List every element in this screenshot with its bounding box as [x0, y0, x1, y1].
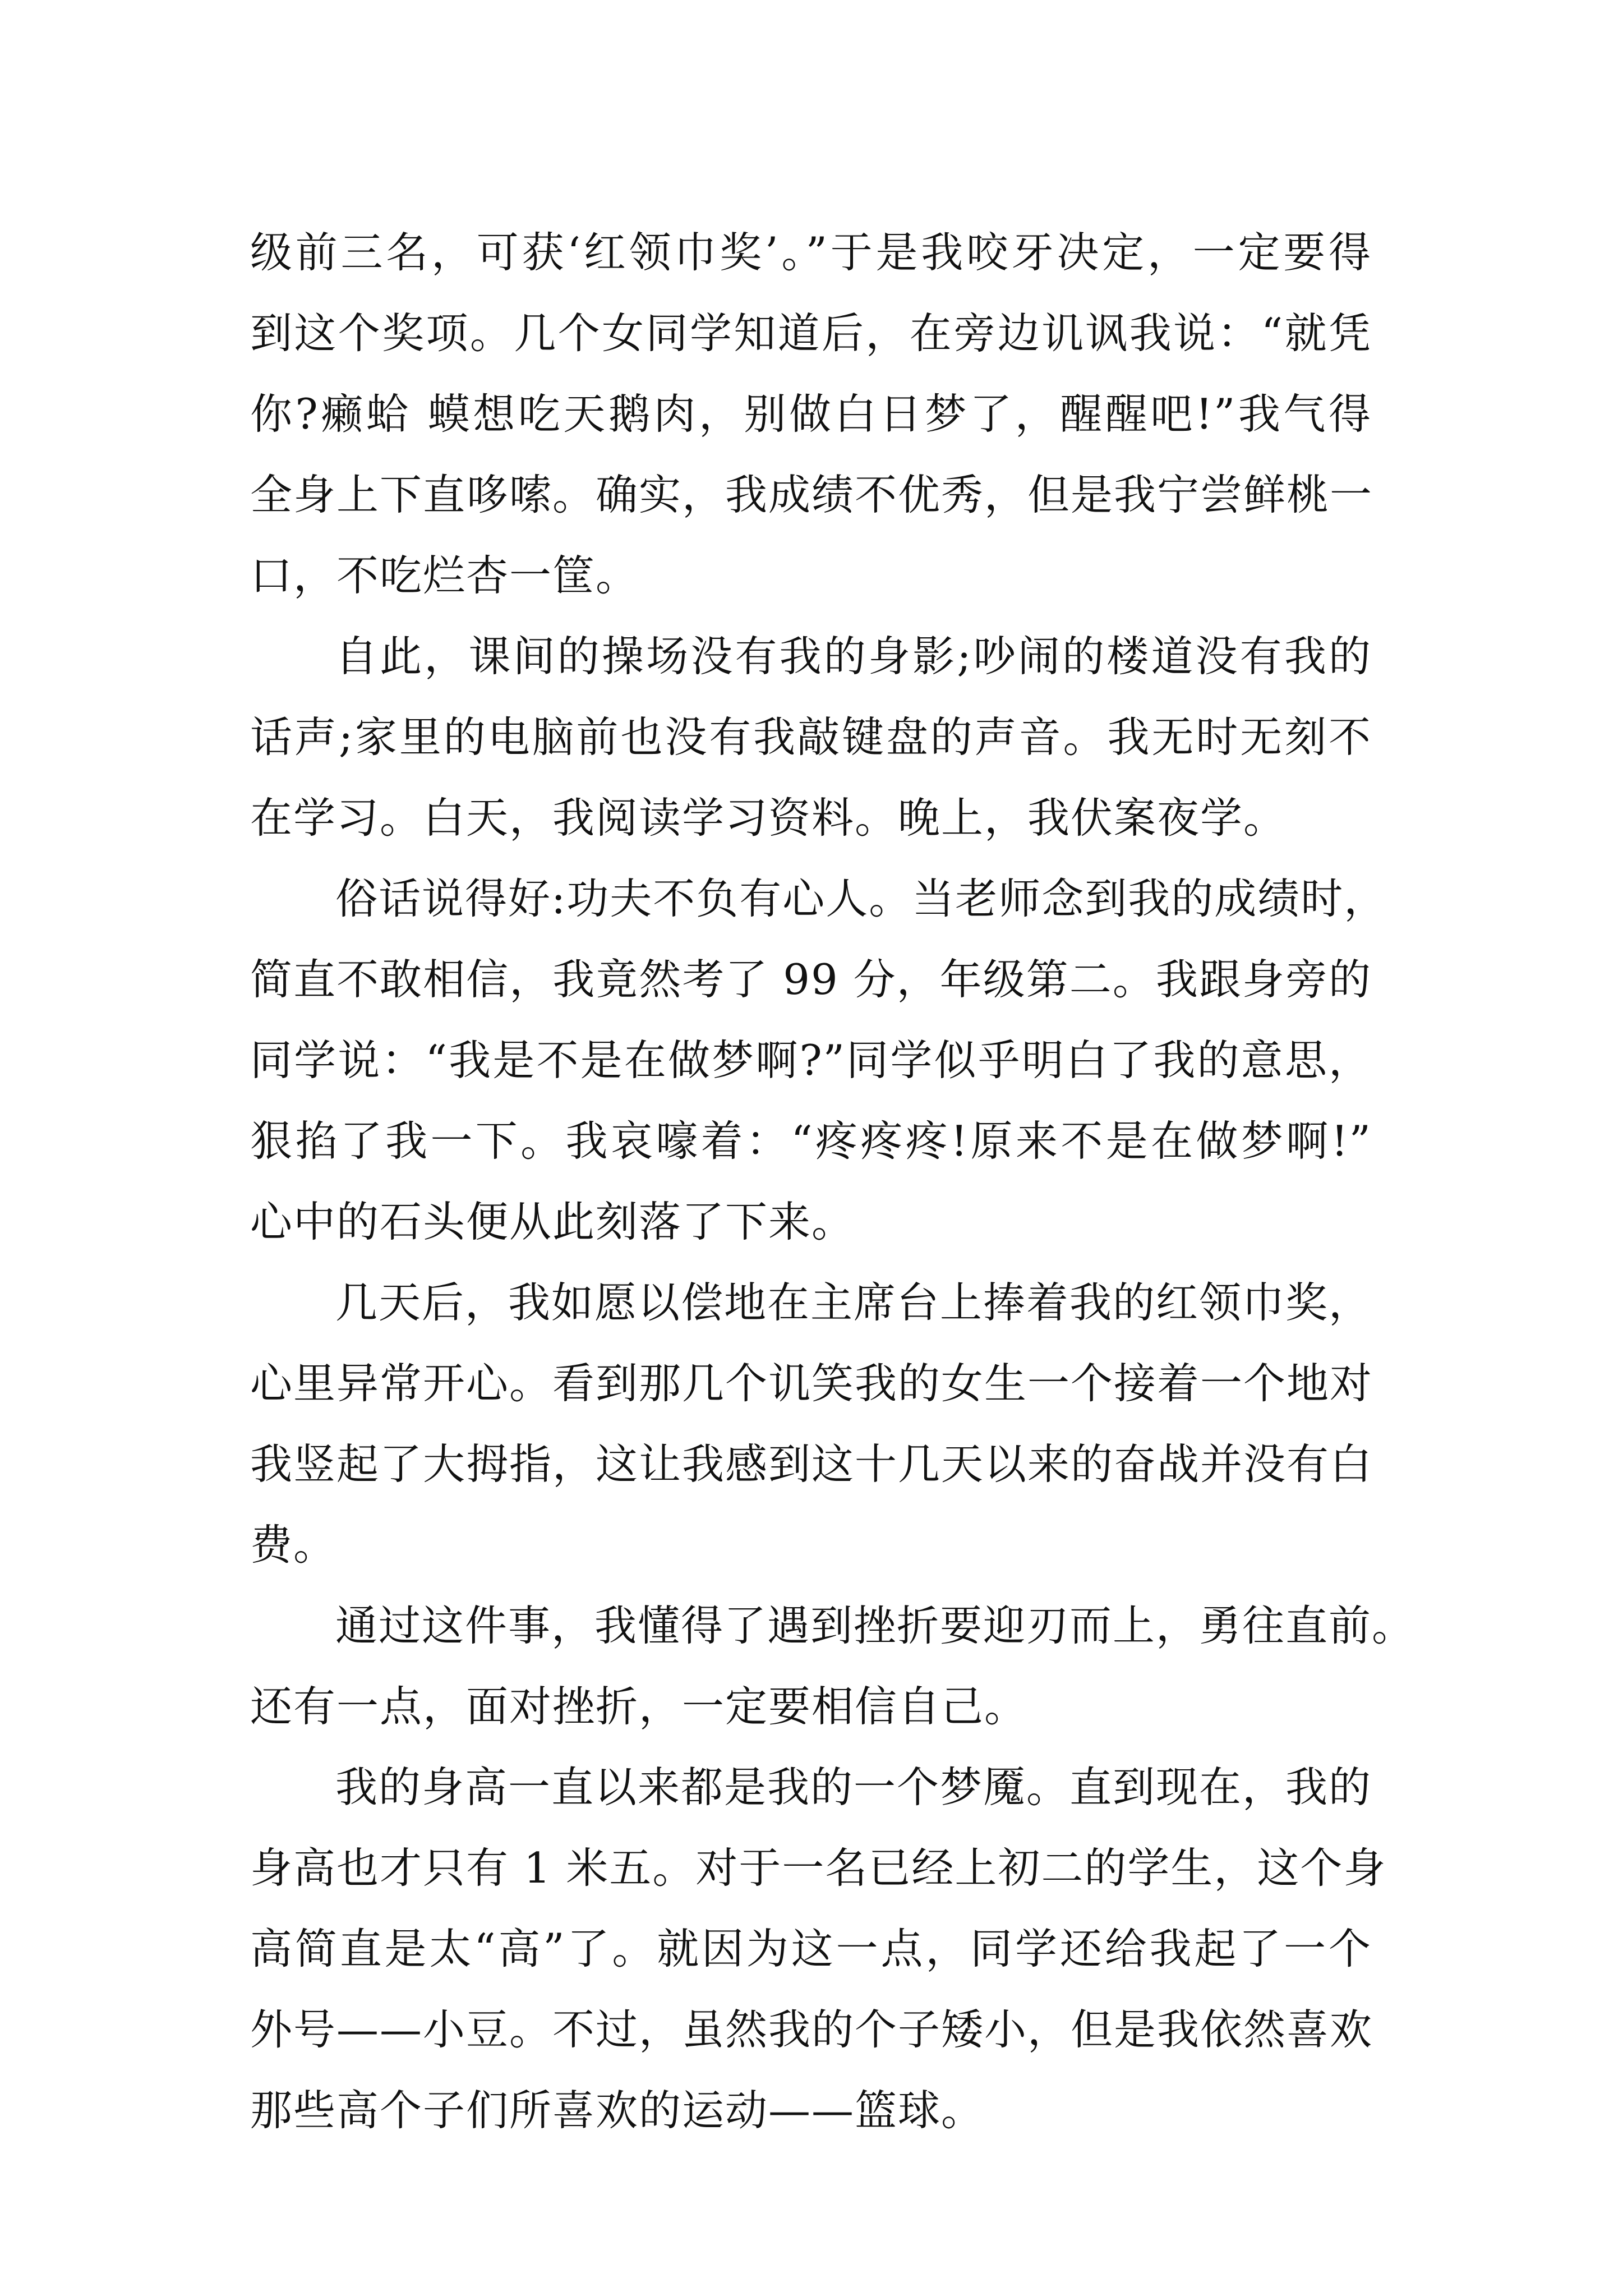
text-line: 简直不敢相信，我竟然考了 99 分，年级第二。我跟身旁的	[250, 955, 1372, 1004]
text-line: 高简直是太“高”了。就因为这一点，同学还给我起了一个	[250, 1924, 1372, 1973]
text-line: 俗话说得好:功夫不负有心人。当老师念到我的成绩时，	[335, 874, 1387, 923]
paragraph-3	[250, 858, 1387, 1262]
text-line: 通过这件事，我懂得了遇到挫折要迎刃而上，勇往直前。	[335, 1601, 1415, 1650]
text-line: 到这个奖项。几个女同学知道后，在旁边讥讽我说：“就凭	[250, 309, 1372, 358]
paragraph-5	[250, 1585, 1415, 1747]
text-line: 那些高个子们所喜欢的运动——篮球。	[250, 2086, 985, 2135]
paragraph-4	[250, 1262, 1372, 1585]
text-line: 外号——小豆。不过，虽然我的个子矮小，但是我依然喜欢	[250, 2005, 1373, 2054]
paragraph-6	[250, 1747, 1387, 2151]
text-line: 我竖起了大拇指，这让我感到这十几天以来的奋战并没有白	[250, 1439, 1373, 1489]
text-line: 心中的石头便从此刻落了下来。	[250, 1197, 855, 1246]
paragraph-2	[250, 616, 1372, 858]
text-line: 我的身高一直以来都是我的一个梦魇。直到现在，我的	[335, 1763, 1372, 1812]
text-line: 在学习。白天，我阅读学习资料。晚上，我伏案夜学。	[250, 793, 1287, 843]
text-line: 自此，课间的操场没有我的身影;吵闹的楼道没有我的	[335, 632, 1372, 681]
text-line: 话声;家里的电脑前也没有我敲键盘的声音。我无时无刻不	[250, 712, 1372, 762]
text-line: 还有一点，面对挫折，一定要相信自己。	[250, 1682, 1028, 1731]
text-line: 你?癞蛤 蟆想吃天鹅肉，别做白日梦了，醒醒吧!”我气得	[250, 389, 1372, 439]
paragraph-1	[250, 212, 1372, 616]
text-line: 身高也才只有 1 米五。对于一名已经上初二的学生，这个身	[250, 1843, 1387, 1893]
text-line: 费。	[250, 1520, 337, 1570]
text-line: 狠掐了我一下。我哀嚎着：“疼疼疼!原来不是在做梦啊!”	[250, 1116, 1372, 1166]
text-line: 心里异常开心。看到那几个讥笑我的女生一个接着一个地对	[250, 1359, 1373, 1408]
document-page	[250, 212, 1415, 2151]
text-line: 几天后，我如愿以偿地在主席台上捧着我的红领巾奖，	[335, 1278, 1372, 1327]
text-line: 全身上下直哆嗦。确实，我成绩不优秀，但是我宁尝鲜桃一	[250, 470, 1373, 519]
text-line: 同学说：“我是不是在做梦啊?”同学似乎明白了我的意思，	[250, 1036, 1372, 1085]
text-line: 级前三名，可获‘红领巾奖’。”于是我咬牙决定，一定要得	[250, 228, 1372, 277]
text-line: 口，不吃烂杏一筐。	[250, 551, 639, 600]
